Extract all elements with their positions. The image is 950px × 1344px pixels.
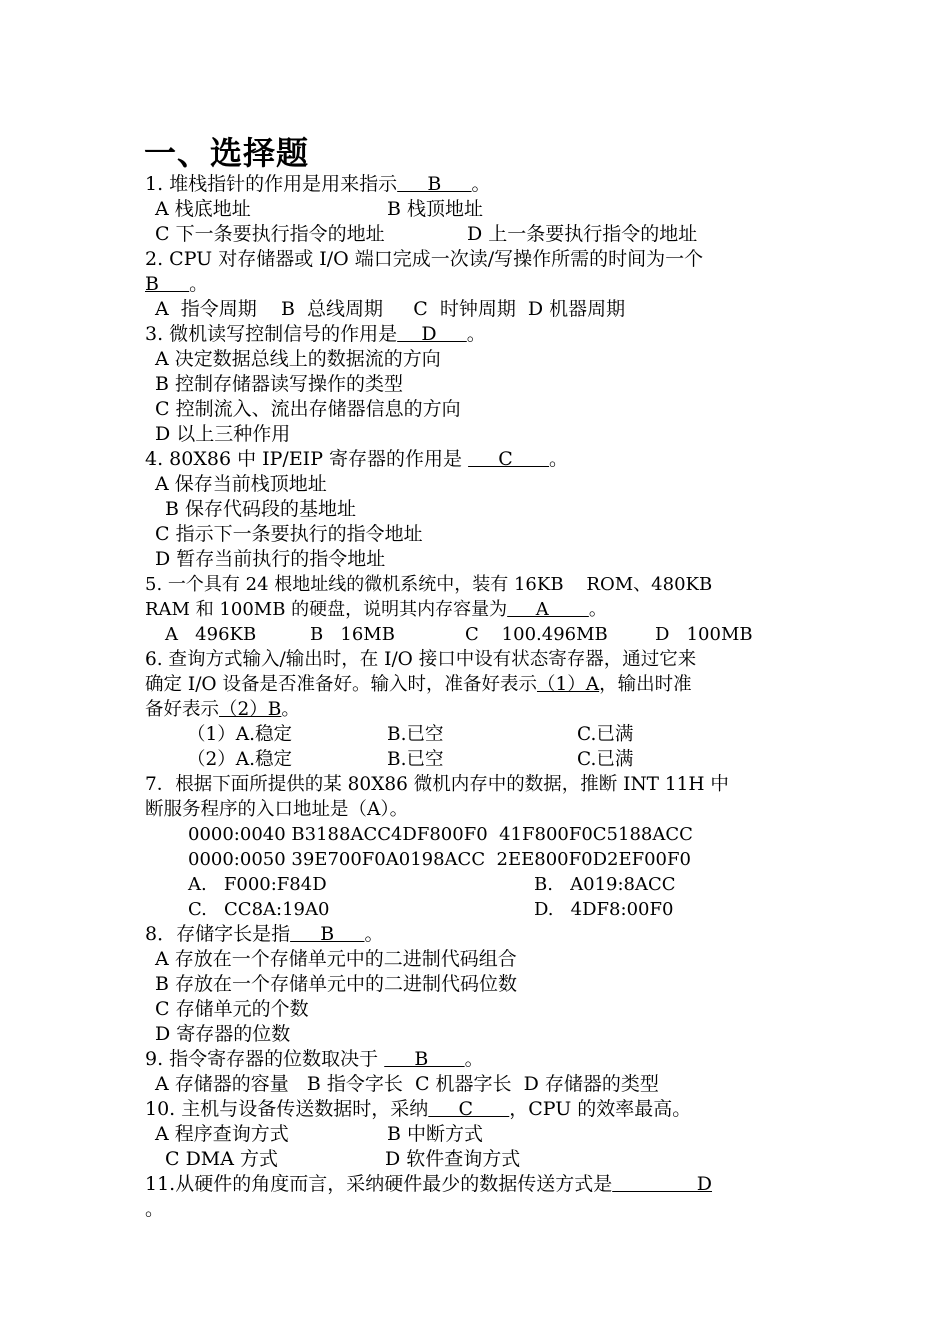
q6-row2-option-b: B.已空 xyxy=(387,749,444,770)
q8-option-d: D 寄存器的位数 xyxy=(155,1023,291,1045)
q5-option-b: B 16MB xyxy=(310,624,395,645)
q6-stem-line1: 6. 查询方式输入/输出时，在 I/O 接口中设有状态寄存器，通过它来 xyxy=(145,649,697,670)
q6-row1-option-b: B.已空 xyxy=(387,724,444,745)
q5-option-d: D 100MB xyxy=(655,624,753,645)
q6-answer-1: （1）A xyxy=(536,674,600,695)
q8-option-a: A 存放在一个存储单元中的二进制代码组合 xyxy=(155,948,517,970)
q1-answer: B xyxy=(397,173,472,195)
q7-memory-row2: 0000:0050 39E700F0A0198ACC 2EE800F0D2EF00F0 xyxy=(188,849,691,870)
question-list xyxy=(145,172,810,1222)
q3-option-b: B 控制存储器读写操作的类型 xyxy=(155,373,404,395)
q4-option-a: A 保存当前栈顶地址 xyxy=(155,473,327,495)
q4-option-b: B 保存代码段的基地址 xyxy=(165,498,357,520)
q7-memory-row1: 0000:0040 B3188ACC4DF800F0 41F800F0C5188ACC xyxy=(188,824,693,845)
q1-options-row1 xyxy=(145,197,810,222)
q7-option-d: D. 4DF8:00F0 xyxy=(534,899,674,920)
q7-stem-line1: 7．根据下面所提供的某 80X86 微机内存中的数据，推断 INT 11H 中 xyxy=(145,774,729,795)
q1-option-a: A 栈底地址 xyxy=(155,198,251,220)
q10-options-row1 xyxy=(145,1122,810,1147)
q1-option-c: C 下一条要执行指令的地址 xyxy=(155,223,385,245)
q2-stem: 2. CPU 对存储器或 I/O 端口完成一次读/写操作所需的时间为一个 xyxy=(145,248,704,270)
q10-option-c: C DMA 方式 xyxy=(165,1148,279,1170)
q9-answer: B xyxy=(384,1048,465,1070)
q2-answer: B xyxy=(145,273,190,295)
q7-options-row1 xyxy=(145,872,810,897)
q4-option-d: D 暂存当前执行的指令地址 xyxy=(155,548,386,570)
q8-answer: B xyxy=(290,923,365,945)
q6-options-row2 xyxy=(145,747,810,772)
q2-options: A 指令周期 B 总线周期 C 时钟周期 D 机器周期 xyxy=(155,298,626,320)
q10-answer: C xyxy=(428,1098,510,1120)
q6-stem-line3: 备好表示（2）B。 xyxy=(145,699,300,720)
q11-answer: D xyxy=(612,1173,713,1195)
q5-stem-line1: 5. 一个具有 24 根地址线的微机系统中，装有 16KB ROM、480KB xyxy=(145,574,713,595)
q7-option-c: C. CC8A:19A0 xyxy=(188,899,330,920)
q10-option-d: D 软件查询方式 xyxy=(385,1148,521,1170)
q9-stem: 9. 指令寄存器的位数取决于 B 。 xyxy=(145,1048,484,1070)
q5-answer: A xyxy=(507,599,589,620)
q4-option-c: C 指示下一条要执行的指令地址 xyxy=(155,523,423,545)
q3-option-c: C 控制流入、流出存储器信息的方向 xyxy=(155,398,461,420)
q7-option-a: A. F000:F84D xyxy=(188,874,327,895)
q6-stem-line2: 确定 I/O 设备是否准备好。输入时，准备好表示（1）A，输出时准 xyxy=(145,674,692,695)
q1-stem: 1. 堆栈指针的作用是用来指示 B 。 xyxy=(145,173,491,195)
q3-answer: D xyxy=(397,323,467,345)
q6-row1-option-a: （1）A.稳定 xyxy=(187,724,293,745)
q9-options: A 存储器的容量 B 指令字长 C 机器字长 D 存储器的类型 xyxy=(155,1073,659,1095)
q10-stem: 10. 主机与设备传送数据时，采纳 C ，CPU 的效率最高。 xyxy=(145,1098,692,1120)
q1-options-row2 xyxy=(145,222,810,247)
q10-option-b: B 中断方式 xyxy=(387,1123,484,1145)
q3-option-d: D 以上三种作用 xyxy=(155,423,291,445)
q8-stem: 8．存储字长是指 B 。 xyxy=(145,923,384,945)
q5-option-a: A 496KB xyxy=(165,624,257,645)
q1-option-b: B 栈顶地址 xyxy=(387,198,484,220)
q3-stem: 3. 微机读写控制信号的作用是 D 。 xyxy=(145,323,486,345)
q7-option-b: B. A019:8ACC xyxy=(534,874,676,895)
q1-option-d: D 上一条要执行指令的地址 xyxy=(467,223,698,245)
q7-stem-line2: 断服务程序的入口地址是（A）。 xyxy=(145,799,409,820)
q8-option-c: C 存储单元的个数 xyxy=(155,998,309,1020)
q11-stem: 11.从硬件的角度而言，采纳硬件最少的数据传送方式是 D xyxy=(145,1173,713,1195)
q5-stem-line2: RAM 和 100MB 的硬盘，说明其内存容量为 A 。 xyxy=(145,599,607,620)
q6-row1-option-c: C.已满 xyxy=(577,724,634,745)
q7-options-row2 xyxy=(145,897,810,922)
q5-options xyxy=(145,622,810,647)
q3-option-a: A 决定数据总线上的数据流的方向 xyxy=(155,348,441,370)
q6-answer-2: （2）B xyxy=(219,699,282,720)
q6-row2-option-a: （2）A.稳定 xyxy=(187,749,293,770)
q6-options-row1 xyxy=(145,722,810,747)
q10-options-row2 xyxy=(145,1147,810,1172)
q4-answer: C xyxy=(468,448,550,470)
q6-row2-option-c: C.已满 xyxy=(577,749,634,770)
section-title: 一、选择题 xyxy=(144,134,310,172)
q4-stem: 4. 80X86 中 IP/EIP 寄存器的作用是 C 。 xyxy=(145,448,569,470)
q8-option-b: B 存放在一个存储单元中的二进制代码位数 xyxy=(155,973,518,995)
q11-stem-end: 。 xyxy=(145,1198,165,1220)
q10-option-a: A 程序查询方式 xyxy=(155,1123,289,1145)
q5-option-c: C 100.496MB xyxy=(465,624,608,645)
q2-stem-end: B 。 xyxy=(145,273,209,295)
